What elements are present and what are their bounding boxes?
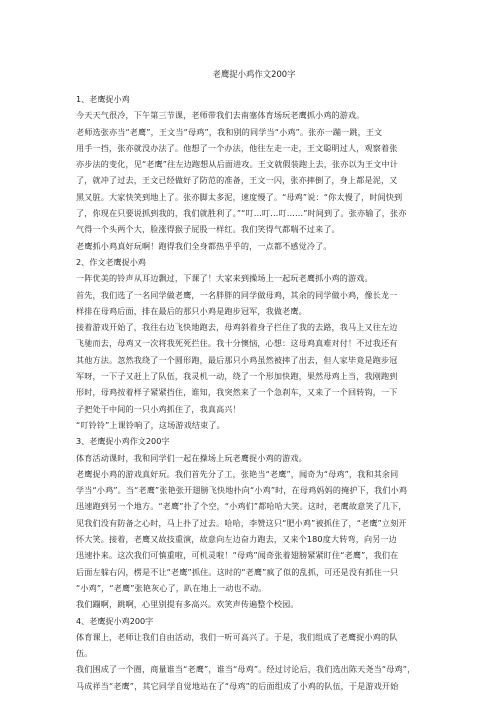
text-line: 老鹰捉小鸡的游戏真好玩。我们首先分了工，张艳当“老鹰”，闻奇为“母鸡”，我和其余同 [76,468,399,479]
text-line: “叮铃铃”上课铃响了，这场游戏结束了。 [76,419,225,430]
text-line: 了，就冲了过去，王文已经做好了防范的准备，王文一闪，张亦摔倒了，身上都是泥，又 [76,175,398,186]
text-line: 飞驰而去，母鸡又一次将我死死拦住。我十分懊恼，心想：这母鸡真难对付！不过我还有 [76,338,398,349]
text-line: 气得一个头两个大，脸涨得猴子屁股一样红。我们笑得气都喘不过来了。 [76,224,340,235]
text-line: 老鹰抓小鸡真好玩啊！跑得我们全身都热乎乎的，一点都不感觉冷了。 [76,240,332,251]
section [76,91,432,254]
section-heading: 2、作文老鹰捉小鸡 [76,256,146,267]
text-line: “小鸡”，“老鹰”张艳灰心了，趴在地上一动也不动。 [76,582,267,593]
text-line: 迅速跑到另一个地方。“老鹰”扑了个空，“小鸡们”都哈哈大笑。这时，老鹰故意笑了几下， [76,501,407,512]
text-line: 伍。 [76,648,93,659]
document-page [76,68,432,694]
text-line: 今天天气很冷，下午第三节课，老师带我们去南塞体育场玩老鹰抓小鸡的游戏。 [76,110,365,121]
text-line: 用手一挡，张亦就没办法了。他想了一个办法，他往左走一走，王文聪明过人，观察着张 [76,142,398,153]
section [76,613,432,694]
text-line: 亦步法的变化，见“老鹰”往左边跑想从后面进攻。王文就假装跑上去，张亦以为王文中计 [76,159,398,170]
text-line: 我们蹦啊，跳啊，心里别提有多高兴。欢笑声传遍整个校园。 [76,599,299,610]
section-heading: 4、老鹰捉小鸡200字 [76,615,154,626]
text-line: 了，你现在只要说抓到我的，我们就胜利了。”“叮…叮…叮……”时间到了。张亦输了，张亦 [76,208,407,219]
text-line: 马成祥当“老鹰”，其它同学自觉地站在了“母鸡”的后面组成了小鸡的队伍，于是游戏开始 [76,680,399,691]
section [76,254,432,433]
text-line: 迅速扑来。这次我们可慎重啦，可机灵啦！“母鸡”闻奇张着翅膀紧紧盯住“老鹰”，我们在 [76,550,399,561]
text-line: 样排在母鸡后面，排在最后的那只小鸡是跑步冠军，我做老鹰。 [76,305,307,316]
text-line: 老师选张亦当“老鹰”，王文当“母鸡”，我和别的同学当“小鸡”。张亦一蹦一跳，王文 [76,126,383,137]
text-line: 黑又脏。大家快笑到地上了。张亦脚太多泥，速度慢了。“母鸡”说：“你太慢了，时间快到 [76,191,403,202]
text-line: 首先，我们选了一名同学做老鹰，一名胖胖的同学做母鸡，其余的同学做小鸡，像长龙一 [76,289,398,300]
text-line: 体育活动课时，我和同学们一起在操场上玩老鹰捉小鸡的游戏。 [76,452,307,463]
text-line: 见我们没有防备之心时，马上扑了过去。哈哈，李赞这只“肥小鸡”被抓住了，“老鹰”立刻开 [76,517,407,528]
section-heading: 3、老鹰捉小鸡作文200字 [76,436,170,447]
text-line: 子把处于中间的一只小鸡抓住了，我真高兴！ [76,403,241,414]
article-body [76,91,432,694]
text-line: 后面左躲右闪，楞是不让“老鹰”抓住。这时的“老鹰”疯了似的乱抓，可还是没有抓住一只 [76,566,399,577]
text-line: 学当“小鸡”。当“老鹰”张艳张开翅膀飞快地扑向“小鸡”时，在母鸡妈妈的掩护下，我们小鸡 [76,485,408,496]
text-line: 我们围成了一个圈，商量谁当“老鹰”，谁当“母鸡”。经过讨论后，我们选出陈天尧当“母鸡”， [76,664,416,675]
section [76,433,432,612]
document-title: 老鹰捉小鸡作文200字 [212,69,296,79]
text-line: 怀大笑。接着，老鹰又故技重演，故意向左边奋力跑去，又来个180度大转弯，向另一边 [76,534,397,545]
text-line: 其他方法。忽然我绕了一个圆形跑，最后那只小鸡虽然被摔了出去，但人家毕竟是跑步冠 [76,354,398,365]
text-line: 形时，母鸡按着样子紧紧挡住，谁知，我突然来了一个急刹车，又来了一个回转钩，一下 [76,387,398,398]
text-line: 一阵优美的铃声从耳边飘过，下课了！大家来到操场上一起玩老鹰抓小鸡的游戏。 [76,273,373,284]
text-line: 军呀，一下子又赶上了队伍，我灵机一动，绕了一个形加快跑，果然母鸡上当，我刚跑到 [76,371,398,382]
text-line: 体育课上，老师让我们自由活动，我们一听可高兴了。于是，我们组成了老鹰捉小鸡的队 [76,631,398,642]
section-heading: 1、老鹰捉小鸡 [76,94,130,104]
text-line: 接着游戏开始了，我往右边飞快地跑去，母鸡斜着身子拦住了我的去路，我马上又往左边 [76,322,398,333]
